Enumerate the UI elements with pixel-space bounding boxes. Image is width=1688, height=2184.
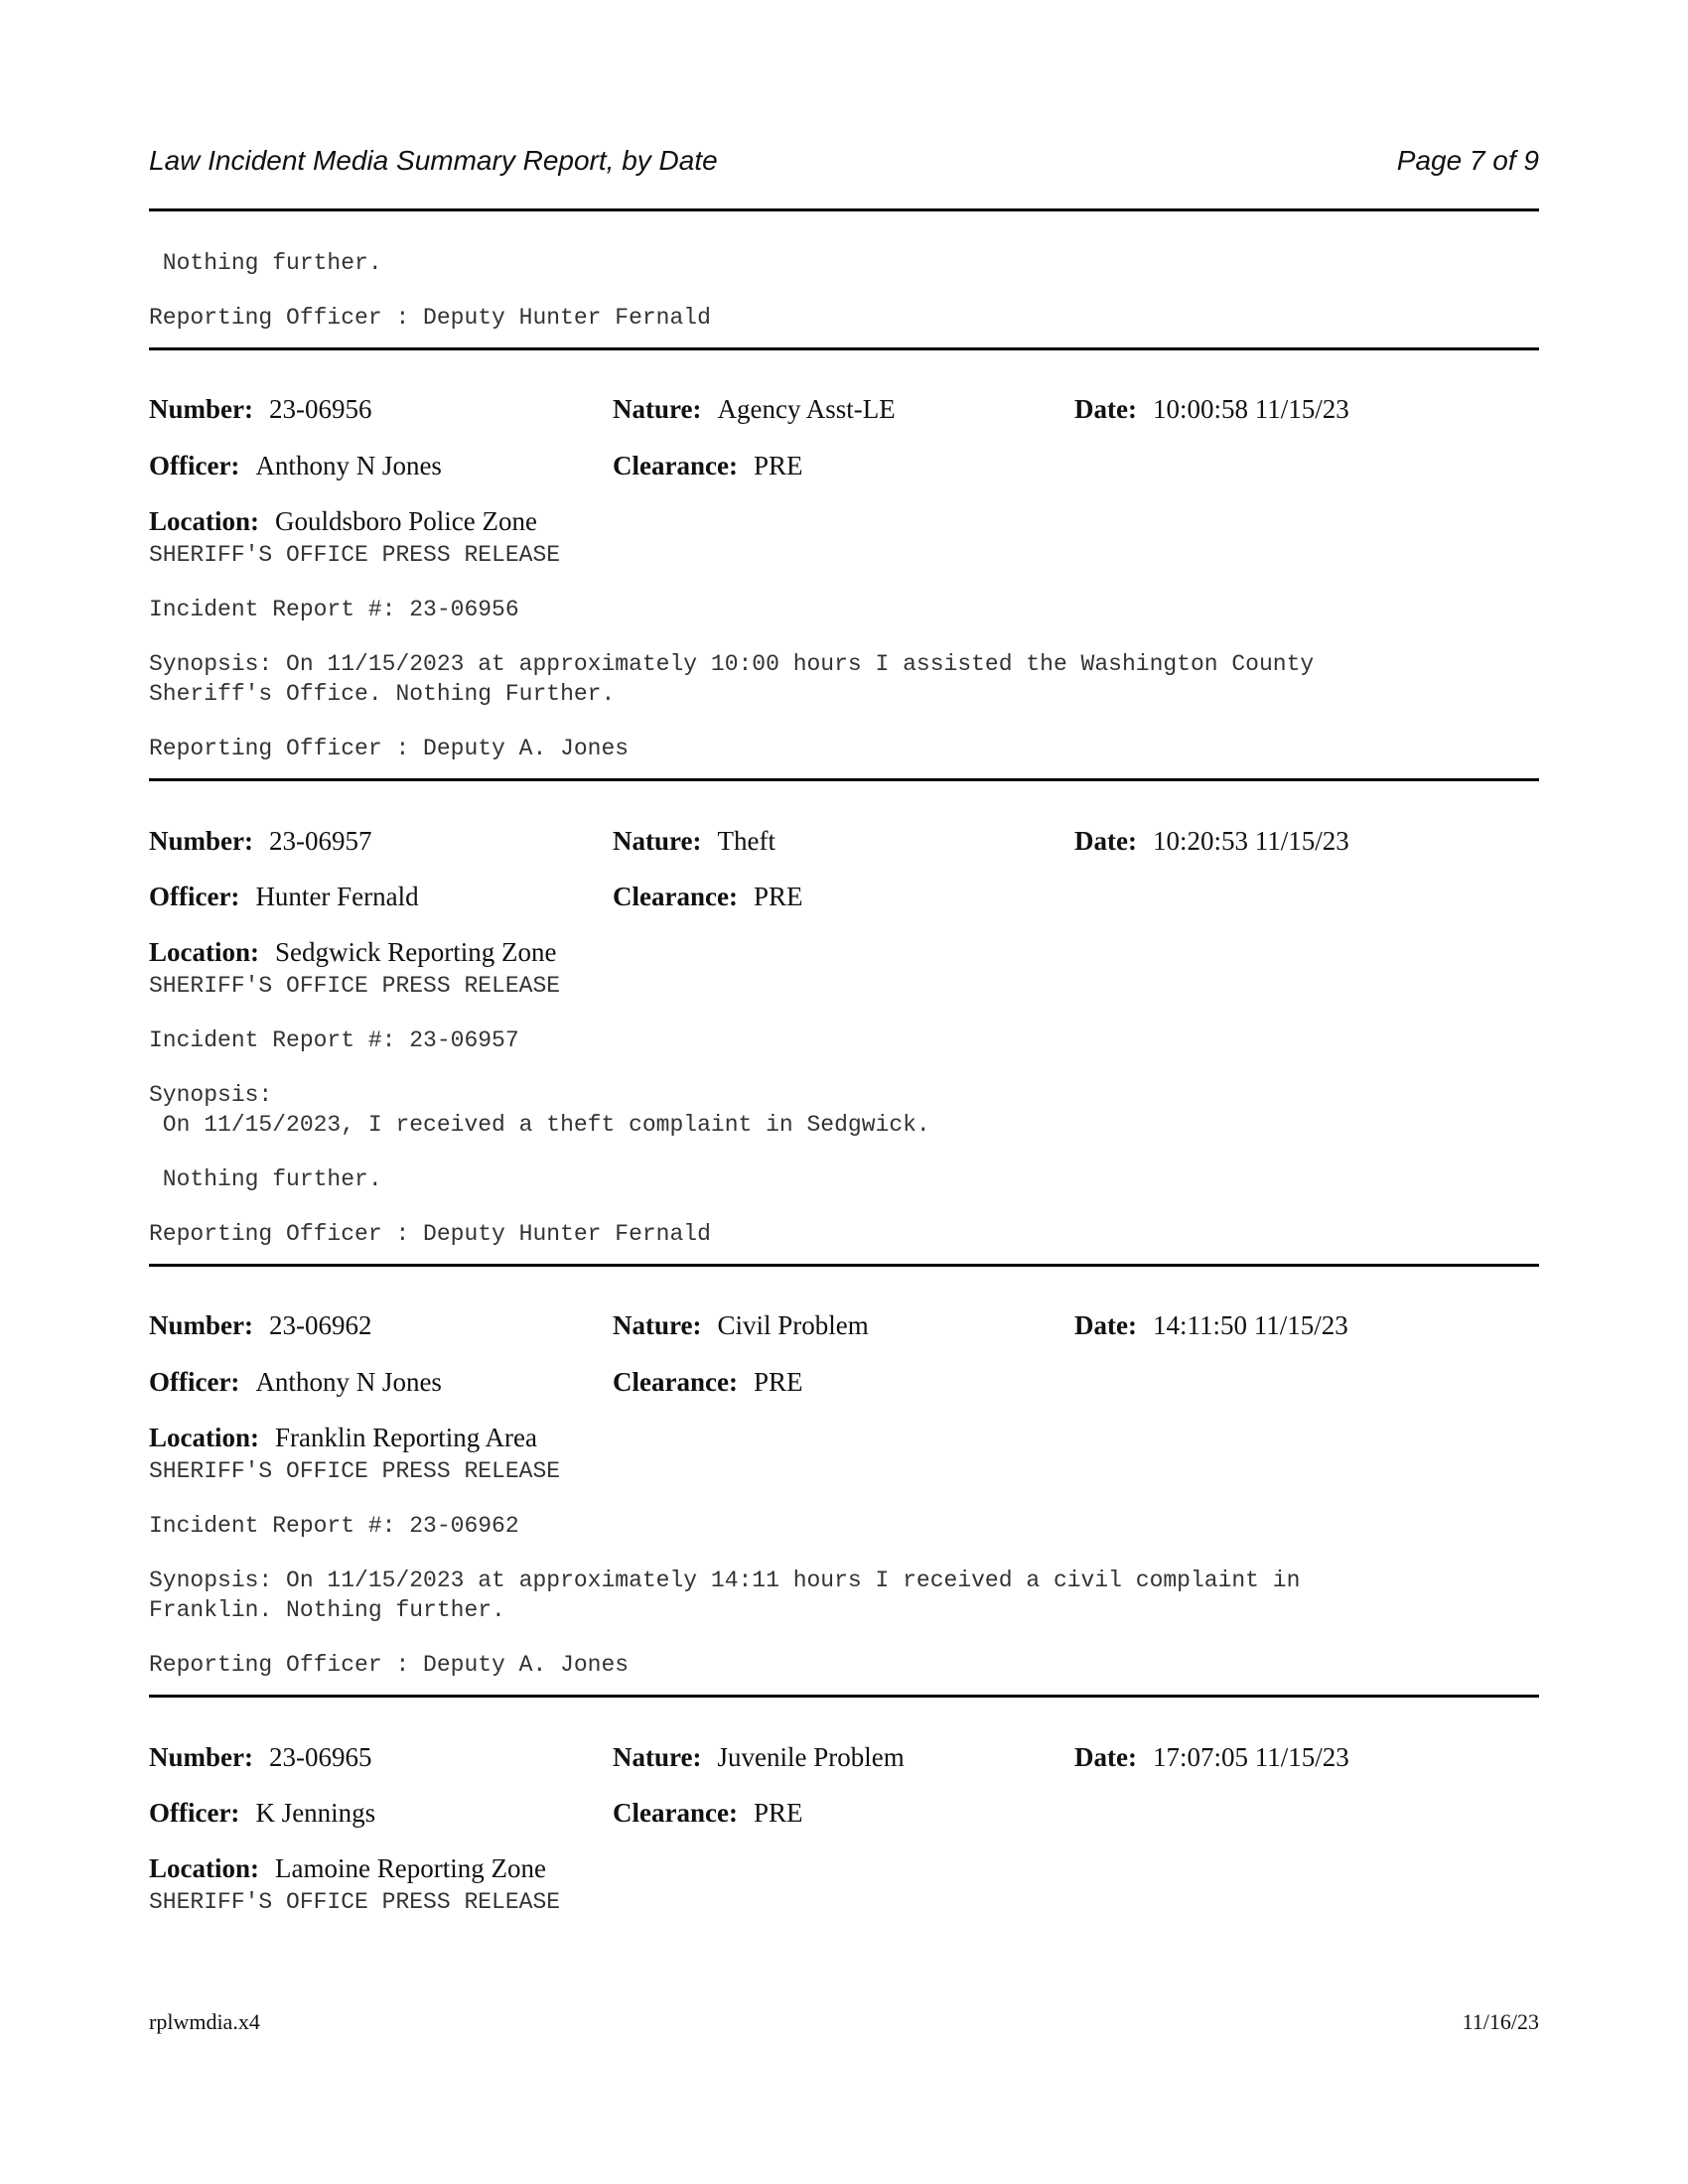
- incident-officer: Anthony N Jones: [255, 451, 442, 480]
- record-divider: [149, 1264, 1539, 1267]
- incident-reporting-officer: Reporting Officer : Deputy Hunter Fernald: [149, 1221, 711, 1247]
- date-label: Date:: [1074, 1742, 1137, 1772]
- record-divider: [149, 778, 1539, 781]
- clearance-label: Clearance:: [613, 451, 738, 480]
- incident-header-row: [149, 394, 1539, 430]
- number-label: Number:: [149, 1742, 253, 1772]
- incident-officer-row: [149, 1367, 1539, 1403]
- nature-label: Nature:: [613, 394, 702, 424]
- number-label: Number:: [149, 1310, 253, 1340]
- number-label: Number:: [149, 826, 253, 856]
- report-code: rplwmdia.x4: [149, 2009, 260, 2034]
- incident-officer: K Jennings: [255, 1798, 376, 1828]
- incident-clearance: PRE: [753, 451, 803, 480]
- location-label: Location:: [149, 937, 259, 967]
- record-divider: [149, 1695, 1539, 1698]
- carryover-reporting-officer: Reporting Officer : Deputy Hunter Fernald: [149, 305, 711, 331]
- incident-officer: Anthony N Jones: [255, 1367, 442, 1397]
- location-label: Location:: [149, 506, 259, 536]
- clearance-label: Clearance:: [613, 1367, 738, 1397]
- incident-number: 23-06957: [268, 826, 372, 856]
- date-label: Date:: [1074, 394, 1137, 424]
- incident-header-row: [149, 826, 1539, 862]
- incident-date: 10:00:58 11/15/23: [1152, 394, 1349, 424]
- incident-location-row: [149, 937, 1539, 973]
- incident-nature: Agency Asst-LE: [717, 394, 896, 424]
- incident-synopsis: Synopsis: On 11/15/2023, I received a theft complaint in Sedgwick.: [149, 1082, 930, 1138]
- press-release-heading: SHERIFF'S OFFICE PRESS RELEASE: [149, 542, 561, 568]
- nature-label: Nature:: [613, 1310, 702, 1340]
- press-release-heading: SHERIFF'S OFFICE PRESS RELEASE: [149, 973, 561, 999]
- incident-reporting-officer: Reporting Officer : Deputy A. Jones: [149, 736, 630, 761]
- incident-location: Sedgwick Reporting Zone: [275, 937, 557, 967]
- incident-location: Lamoine Reporting Zone: [275, 1853, 546, 1883]
- incident-officer: Hunter Fernald: [255, 882, 419, 911]
- incident-nature: Civil Problem: [717, 1310, 869, 1340]
- date-label: Date:: [1074, 826, 1137, 856]
- incident-location: Gouldsboro Police Zone: [275, 506, 537, 536]
- nature-label: Nature:: [613, 1742, 702, 1772]
- incident-date: 10:20:53 11/15/23: [1152, 826, 1349, 856]
- print-date: 11/16/23: [1462, 2009, 1539, 2034]
- clearance-label: Clearance:: [613, 882, 738, 911]
- incident-location-row: [149, 1853, 1539, 1889]
- location-label: Location:: [149, 1853, 259, 1883]
- date-label: Date:: [1074, 1310, 1137, 1340]
- report-page: [149, 0, 1539, 2184]
- incident-location-row: [149, 506, 1539, 542]
- header-divider: [149, 208, 1539, 211]
- incident-date: 17:07:05 11/15/23: [1152, 1742, 1349, 1772]
- incident-officer-row: [149, 451, 1539, 486]
- officer-label: Officer:: [149, 1367, 240, 1397]
- incident-nature: Juvenile Problem: [717, 1742, 905, 1772]
- incident-synopsis: Synopsis: On 11/15/2023 at approximately 14:11 hours I received a civil complaint in Franklin. Nothing further.: [149, 1568, 1301, 1623]
- incident-location: Franklin Reporting Area: [275, 1423, 537, 1452]
- press-release-heading: SHERIFF'S OFFICE PRESS RELEASE: [149, 1889, 561, 1915]
- incident-number: 23-06962: [268, 1310, 372, 1340]
- incident-officer-row: [149, 882, 1539, 917]
- incident-date: 14:11:50 11/15/23: [1152, 1310, 1348, 1340]
- press-release-heading: SHERIFF'S OFFICE PRESS RELEASE: [149, 1458, 561, 1484]
- officer-label: Officer:: [149, 1798, 240, 1828]
- record-divider: [149, 347, 1539, 350]
- number-label: Number:: [149, 394, 253, 424]
- incident-reporting-officer: Reporting Officer : Deputy A. Jones: [149, 1652, 630, 1678]
- incident-number: 23-06956: [268, 394, 372, 424]
- incident-report-number: Incident Report #: 23-06962: [149, 1513, 519, 1539]
- nature-label: Nature:: [613, 826, 702, 856]
- incident-officer-row: [149, 1798, 1539, 1834]
- incident-clearance: PRE: [753, 882, 803, 911]
- incident-header-row: [149, 1310, 1539, 1346]
- incident-nature: Theft: [717, 826, 775, 856]
- incident-report-number: Incident Report #: 23-06957: [149, 1027, 519, 1053]
- incident-report-number: Incident Report #: 23-06956: [149, 597, 519, 622]
- incident-location-row: [149, 1423, 1539, 1458]
- incident-number: 23-06965: [268, 1742, 372, 1772]
- incident-extra-note: Nothing further.: [149, 1166, 382, 1192]
- location-label: Location:: [149, 1423, 259, 1452]
- incident-clearance: PRE: [753, 1798, 803, 1828]
- carryover-text: Nothing further.: [149, 250, 382, 276]
- clearance-label: Clearance:: [613, 1798, 738, 1828]
- incident-header-row: [149, 1742, 1539, 1778]
- officer-label: Officer:: [149, 451, 240, 480]
- incident-clearance: PRE: [753, 1367, 803, 1397]
- page-number: Page 7 of 9: [1396, 145, 1539, 176]
- report-title: Law Incident Media Summary Report, by Date: [149, 145, 718, 176]
- incident-synopsis: Synopsis: On 11/15/2023 at approximately 10:00 hours I assisted the Washington County Sheriff's Office. Nothing Further.: [149, 651, 1315, 707]
- officer-label: Officer:: [149, 882, 240, 911]
